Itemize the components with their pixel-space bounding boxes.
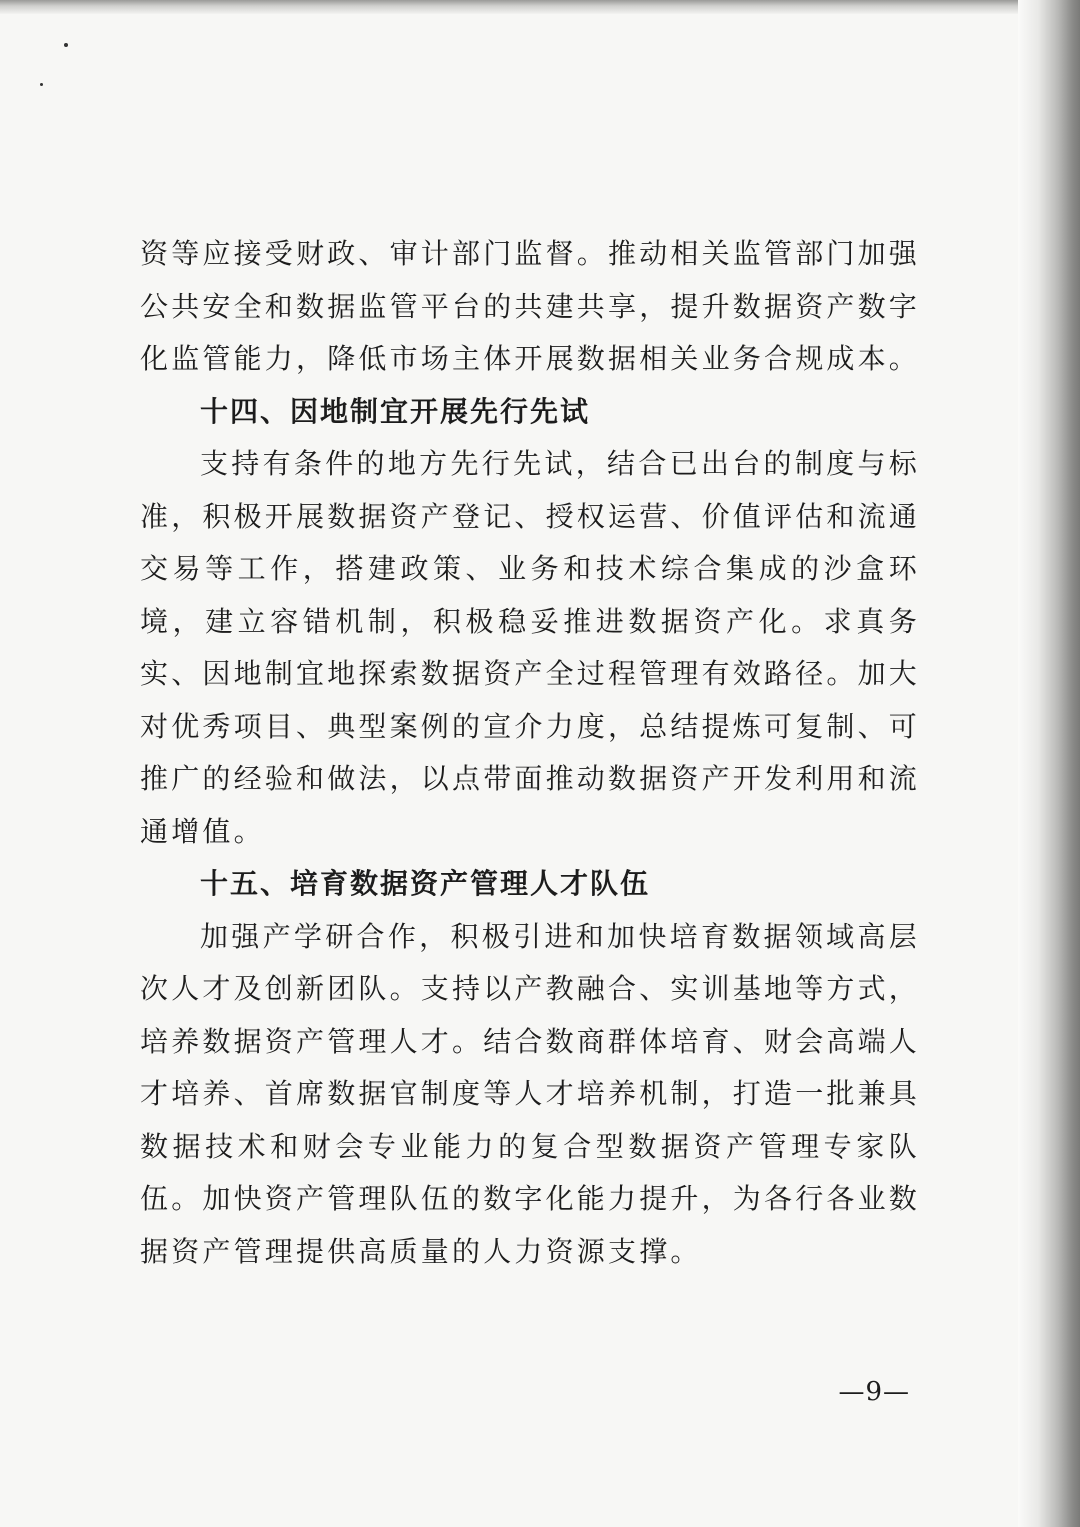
scan-border-right [1018,0,1080,1527]
paragraph-section-14: 支持有条件的地方先行先试，结合已出台的制度与标准，积极开展数据资产登记、授权运营、价值评估和流通交易等工作，搭建政策、业务和技术综合集成的沙盒环境，建立容错机制，积极稳妥推进数据资产化。求真务实、因地制宜地探索数据资产全过程管理有效路径。加大对优秀项目、典型案例的宣介力度，总结提炼可复制、可推广的经验和做法，以点带面推动数据资产开发利用和流通增值。 [140,447,921,848]
section-heading-14: 十四、因地制宜开展先行先试 [200,394,591,428]
body-text [140,228,920,1278]
scan-speck [40,83,43,86]
paragraph-section-15: 加强产学研合作，积极引进和加快培育数据领域高层次人才及创新团队。支持以产教融合、实训基地等方式，培养数据资产管理人才。结合数商群体培育、财会高端人才培养、首席数据官制度等人才培养机制，打造一批兼具数据技术和财会专业能力的复合型数据资产管理专家队伍。加快资产管理队伍的数字化能力提升，为各行各业数据资产管理提供高质量的人力资源支撑。 [140,919,921,1268]
page-number: —9— [838,1377,910,1407]
scan-speck [64,43,68,47]
section-heading-15: 十五、培育数据资产管理人才队伍 [200,867,651,900]
scan-border-top [0,0,1080,14]
paragraph-continuation: 资等应接受财政、审计部门监督。推动相关监管部门加强公共安全和数据监管平台的共建共享，提升数据资产数字化监管能力，降低市场主体开展数据相关业务合规成本。 [140,237,921,375]
